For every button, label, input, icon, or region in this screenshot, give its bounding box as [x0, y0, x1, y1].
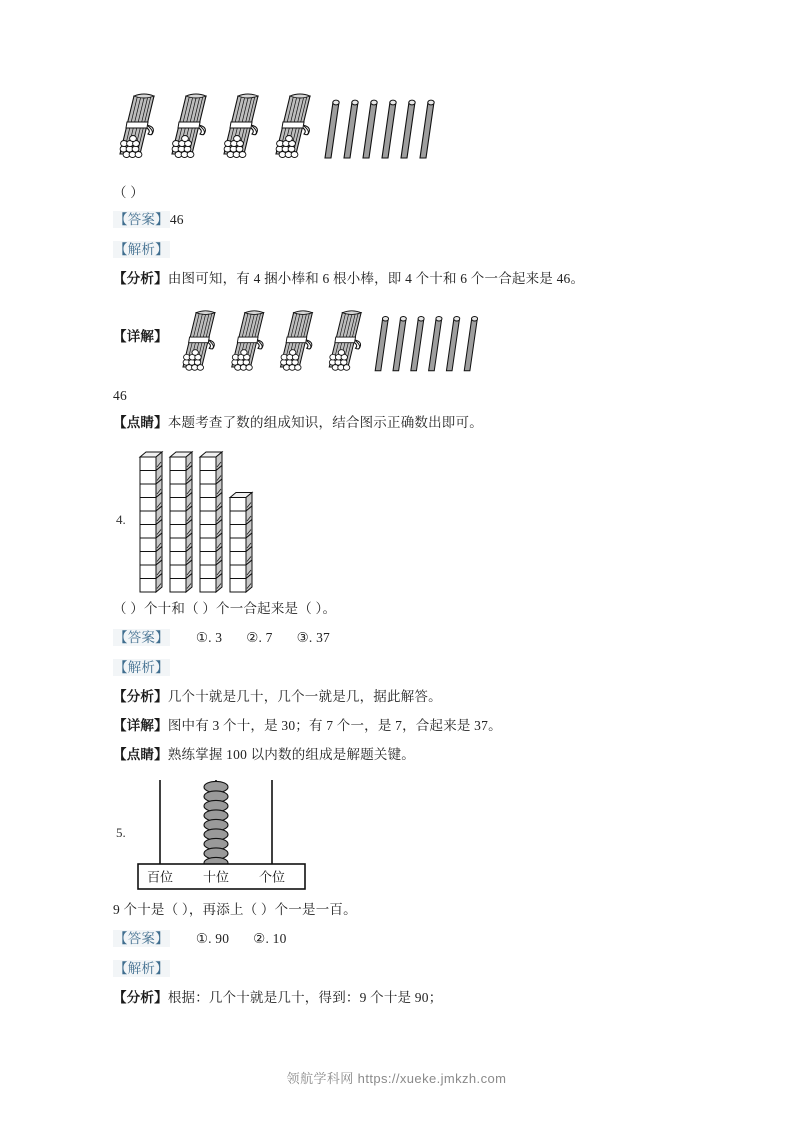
q3-fenxi-row	[113, 272, 693, 286]
q5-answer-row	[113, 932, 693, 946]
q4-analysis-tag: 【解析】	[114, 660, 169, 675]
abacus-beads-tens	[204, 781, 228, 868]
q5-abacus-figure	[138, 778, 313, 896]
abacus-label-tens: 十位	[202, 869, 230, 885]
q5-number: 5.	[116, 825, 126, 840]
q4-cube-rods-figure	[138, 447, 263, 592]
q4-xiangjie-row	[113, 719, 693, 733]
q3-analysis-tag: 【解析】	[114, 242, 169, 257]
q4-dianjing-tag: 【点睛】	[113, 747, 168, 762]
q3-xiangjie-tag: 【详解】	[113, 329, 168, 344]
q5-analysis-row	[113, 962, 693, 976]
q5-fenxi-row	[113, 991, 693, 1005]
q5-question-text: 9 个十是（ ），再添上（ ）个一是一百。	[113, 902, 357, 917]
q5-answer-2: ②. 10	[253, 931, 287, 946]
q5-analysis-tag: 【解析】	[114, 961, 169, 976]
q4-fenxi-text: 几个十就是几十，几个一就是几，据此解答。	[167, 689, 442, 704]
q3-dianjing-row	[113, 416, 693, 430]
q3-answer-value: 46	[169, 212, 184, 227]
q5-answer-1: ①. 90	[195, 931, 230, 946]
q3-dianjing-text: 本题考查了数的组成知识，结合图示正确数出即可。	[167, 415, 483, 430]
q4-fenxi-row	[113, 690, 693, 704]
q4-question-text: （ ）个十和（ ）个一合起来是（ ）。	[113, 601, 337, 616]
q4-answer-3: ③. 37	[296, 630, 330, 645]
q4-answer-1: ①. 3	[195, 630, 223, 645]
q3-answer-row	[113, 213, 693, 227]
q3-xiangjie-result: 46	[113, 388, 127, 403]
q4-dianjing-row	[113, 748, 693, 762]
q5-fenxi-tag: 【分析】	[113, 990, 168, 1005]
q4-xiangjie-text: 图中有 3 个十，是 30；有 7 个一，是 7，合起来是 37。	[167, 718, 502, 733]
abacus-label-ones: 个位	[258, 869, 286, 885]
q4-number: 4.	[116, 512, 126, 527]
q4-xiangjie-tag: 【详解】	[113, 718, 168, 733]
footer-watermark: 领航学科网 https://xueke.jmkzh.com	[286, 1071, 507, 1086]
q3-analysis-row	[113, 243, 693, 257]
q3-blank-line: （ ）	[113, 185, 144, 200]
q5-fenxi-text: 根据：几个十就是几十，得到：9 个十是 90；	[167, 990, 443, 1005]
q3-fenxi-text: 由图可知，有 4 捆小棒和 6 根小棒，即 4 个十和 6 个一合起来是 46。	[167, 271, 585, 286]
q5-answer-tag: 【答案】	[114, 931, 169, 946]
q4-analysis-row	[113, 661, 693, 675]
abacus-label-hundreds: 百位	[146, 869, 174, 885]
q4-answer-tag: 【答案】	[114, 630, 169, 645]
q3-dianjing-tag: 【点睛】	[113, 415, 168, 430]
q3-sticks-figure	[120, 88, 440, 173]
q4-answer-2: ②. 7	[246, 630, 273, 645]
q3-detail-sticks-figure	[183, 305, 483, 385]
q4-fenxi-tag: 【分析】	[113, 689, 168, 704]
q3-answer-tag: 【答案】	[114, 212, 169, 227]
q4-answer-row	[113, 631, 693, 645]
q4-dianjing-text: 熟练掌握 100 以内数的组成是解题关键。	[167, 747, 416, 762]
q3-fenxi-tag: 【分析】	[113, 271, 168, 286]
